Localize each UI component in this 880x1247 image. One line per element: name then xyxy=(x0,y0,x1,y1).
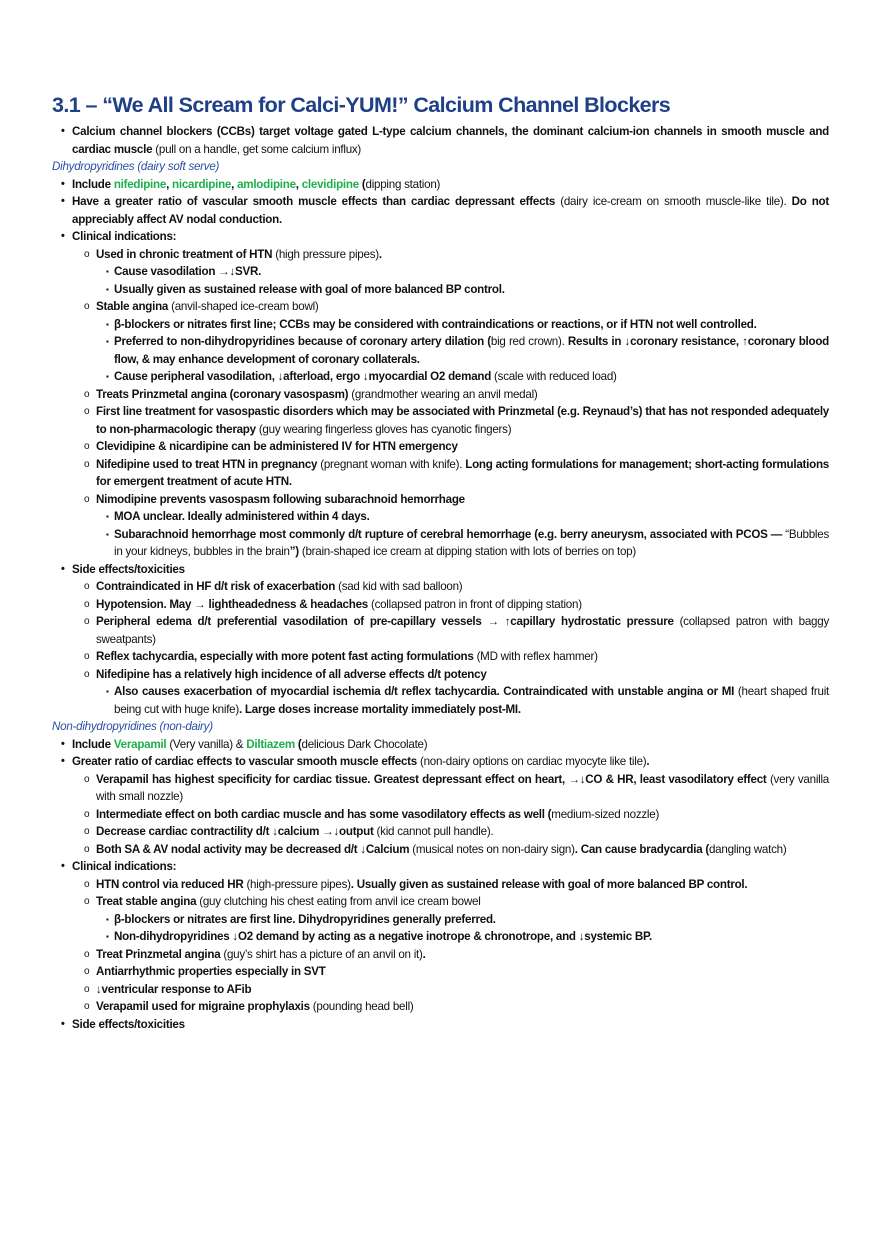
circle-bullet-icon: o xyxy=(84,826,90,837)
circle-bullet-icon: o xyxy=(84,808,90,820)
bold-text: Clinical indications: xyxy=(72,230,177,243)
square-bullet-icon: ▪ xyxy=(106,372,109,381)
bold-text: . xyxy=(646,755,650,768)
list-item xyxy=(52,1016,829,1034)
circle-bullet-icon: o xyxy=(84,878,90,890)
list-item xyxy=(52,176,829,194)
mnemonic-text: (collapsed patron in front of dipping station) xyxy=(367,597,582,611)
list-item xyxy=(52,666,829,684)
drug-name: clevidipine xyxy=(301,177,359,191)
bold-text: Clinical indications: xyxy=(72,860,177,873)
bullet-icon: • xyxy=(61,230,65,242)
square-bullet-icon: ▪ xyxy=(106,267,109,276)
list-item xyxy=(52,491,829,509)
bold-text: First line treatment for vasospastic disorders which may be associated with Prinzmetal (e.g. Reynaud’s) that has not responded adequately to non-pharmacologic therapy xyxy=(96,405,829,436)
list-item xyxy=(52,403,829,438)
mnemonic-text: “Bubbles in your kidneys, bubbles in the brain xyxy=(114,527,829,558)
drug-name: nicardipine xyxy=(172,177,232,191)
list-item xyxy=(52,456,829,491)
list-item xyxy=(52,386,829,404)
bold-text: Clevidipine & nicardipine can be administered IV for HTN emergency xyxy=(96,440,458,453)
circle-bullet-icon: o xyxy=(84,651,90,662)
list-item xyxy=(52,561,829,579)
bold-text: ↓ventricular response to AFib xyxy=(96,982,252,996)
bold-text: Greater ratio of cardiac effects to vascular smooth muscle effects xyxy=(72,755,417,768)
bold-text: Verapamil has highest specificity for cardiac tissue. Greatest depressant effect on heart, →↓CO & HR, least vasodilatory effect xyxy=(96,772,767,786)
bold-text: Hypotension. May → lightheadedness & headaches xyxy=(96,597,368,611)
mnemonic-text: dipping station) xyxy=(365,177,441,191)
circle-bullet-icon: o xyxy=(84,458,90,470)
circle-bullet-icon: o xyxy=(84,493,90,505)
bold-text: Reflex tachycardia, especially with more potent fast acting formulations xyxy=(96,650,474,663)
mnemonic-text: (pounding head bell) xyxy=(309,1000,414,1013)
bold-text: . xyxy=(422,947,426,961)
bold-text: β-blockers or nitrates are first line. Dihydropyridines generally preferred. xyxy=(114,912,496,926)
list-item xyxy=(52,193,829,228)
mnemonic-text: Non-dihydropyridines (non-dairy) xyxy=(52,720,213,733)
square-bullet-icon: ▪ xyxy=(106,687,109,696)
mnemonic-text: (dairy ice-cream on smooth muscle-like tile). xyxy=(555,195,792,208)
bold-text: ( xyxy=(294,737,302,751)
list-item xyxy=(52,228,829,246)
bold-text: , xyxy=(166,177,173,191)
square-bullet-icon: ▪ xyxy=(106,914,109,924)
list-item xyxy=(52,736,829,754)
bold-text: MOA unclear. Ideally administered within 4 days. xyxy=(114,510,370,523)
bold-text: HTN control via reduced HR xyxy=(96,877,244,891)
list-item xyxy=(52,648,829,666)
list-item xyxy=(52,771,829,806)
bold-text: Have a greater ratio of vascular smooth muscle effects than cardiac depressant effects xyxy=(72,195,556,208)
mnemonic-text: Dihydropyridines (dairy soft serve) xyxy=(52,160,220,173)
mnemonic-text: (grandmother wearing an anvil medal) xyxy=(348,387,538,401)
circle-bullet-icon: o xyxy=(84,301,90,312)
list-item xyxy=(52,753,829,771)
bold-text: Verapamil used for migraine prophylaxis xyxy=(96,1000,310,1013)
bold-text: Cause vasodilation →↓SVR. xyxy=(114,265,262,278)
list-item xyxy=(52,508,829,526)
bullet-icon: • xyxy=(61,195,65,207)
list-item xyxy=(52,893,829,911)
bold-text: Contraindicated in HF d/t risk of exacerbation xyxy=(96,580,336,593)
list-item xyxy=(52,596,829,614)
list-item xyxy=(52,963,829,981)
mnemonic-text: (pregnant woman with knife). xyxy=(317,457,466,471)
list-item xyxy=(52,438,829,456)
mnemonic-text: (anvil-shaped ice-cream bowl) xyxy=(168,300,319,313)
square-bullet-icon: ▪ xyxy=(106,319,109,329)
list-item xyxy=(52,876,829,894)
mnemonic-text: (pull on a handle, get some calcium influx) xyxy=(152,142,362,156)
circle-bullet-icon: o xyxy=(84,948,90,960)
bold-text: Side effects/toxicities xyxy=(72,562,185,576)
circle-bullet-icon: o xyxy=(84,668,90,680)
circle-bullet-icon: o xyxy=(84,581,90,592)
list-item xyxy=(52,841,829,859)
mnemonic-text: (brain-shaped ice cream at dipping station with lots of berries on top) xyxy=(298,545,636,558)
mnemonic-text: (high-pressure pipes) xyxy=(243,877,351,891)
circle-bullet-icon: o xyxy=(84,598,90,610)
bold-text: Usually given as sustained release with goal of more balanced BP control. xyxy=(114,282,505,296)
bold-text: Treat stable angina xyxy=(96,895,197,908)
circle-bullet-icon: o xyxy=(84,773,90,785)
bold-text: Decrease cardiac contractility d/t ↓calcium →↓output xyxy=(96,825,374,838)
square-bullet-icon: ▪ xyxy=(106,529,109,539)
circle-bullet-icon: o xyxy=(84,983,90,995)
bold-text: β-blockers or nitrates first line; CCBs may be considered with contraindications or reactions, or if HTN not well controlled. xyxy=(114,317,757,331)
bold-text: ( xyxy=(358,177,366,191)
bold-text: Include xyxy=(72,737,114,751)
section-heading xyxy=(52,158,829,176)
mnemonic-text: (non-dairy options on cardiac myocyte like tile) xyxy=(416,755,647,768)
list-item xyxy=(52,316,829,334)
list-item xyxy=(52,246,829,264)
bold-text: Nifedipine has a relatively high incidence of all adverse effects d/t potency xyxy=(96,667,487,681)
square-bullet-icon: ▪ xyxy=(106,284,109,294)
bold-text: Antiarrhythmic properties especially in SVT xyxy=(96,965,326,978)
list-item xyxy=(52,823,829,841)
bold-text: ”) xyxy=(289,545,299,558)
bold-text: Side effects/toxicities xyxy=(72,1017,185,1031)
list-item xyxy=(52,333,829,368)
list-item xyxy=(52,578,829,596)
bold-text: , xyxy=(231,177,238,191)
bold-text: Do not appreciably affect AV nodal conduction. xyxy=(72,195,829,226)
circle-bullet-icon: o xyxy=(84,616,90,627)
bold-text: Non-dihydropyridines ↓O2 demand by acting as a negative inotrope & chronotrope, and ↓systemic BP. xyxy=(114,930,652,943)
list-item xyxy=(52,981,829,999)
list-item xyxy=(52,613,829,648)
document-page xyxy=(52,92,829,1033)
bold-text: Long acting formulations for management; short-acting formulations for emergent treatment of acute HTN. xyxy=(96,457,829,488)
bullet-icon: • xyxy=(61,177,65,190)
list-item xyxy=(52,263,829,281)
bold-text: Include xyxy=(72,177,114,191)
mnemonic-text: dangling watch) xyxy=(708,842,787,856)
mnemonic-text: (MD with reflex hammer) xyxy=(473,650,598,663)
mnemonic-text: (sad kid with sad balloon) xyxy=(335,580,463,593)
bullet-icon: • xyxy=(61,737,65,750)
mnemonic-text: (Very vanilla) & xyxy=(166,737,247,751)
bullet-icon: • xyxy=(61,125,65,137)
bold-text: Nimodipine prevents vasospasm following subarachnoid hemorrhage xyxy=(96,492,465,506)
square-bullet-icon: ▪ xyxy=(106,337,109,346)
mnemonic-text: (musical notes on non-dairy sign) xyxy=(409,842,575,856)
circle-bullet-icon: o xyxy=(84,388,90,400)
bold-text: Preferred to non-dihydropyridines because of coronary artery dilation ( xyxy=(114,335,491,348)
page-title: 3.1 – “We All Scream for Calci-YUM!” Calcium Channel Blockers xyxy=(52,93,671,117)
drug-name: Verapamil xyxy=(113,737,167,751)
list-item xyxy=(52,998,829,1016)
circle-bullet-icon: o xyxy=(84,966,90,977)
bold-text: Treat Prinzmetal angina xyxy=(96,947,221,961)
document-body xyxy=(52,123,829,1033)
circle-bullet-icon: o xyxy=(84,441,90,452)
bold-text: Results in ↓coronary resistance, ↑coronary blood flow, & may enhance development of coronary collaterals. xyxy=(114,335,829,366)
bold-text: . Usually given as sustained release with goal of more balanced BP control. xyxy=(350,877,748,891)
mnemonic-text: (collapsed patron with baggy sweatpants) xyxy=(96,615,829,646)
drug-name: Diltiazem xyxy=(246,737,295,751)
circle-bullet-icon: o xyxy=(84,1001,90,1012)
bold-text: . Can cause bradycardia ( xyxy=(574,842,709,856)
circle-bullet-icon: o xyxy=(84,896,90,907)
list-item xyxy=(52,683,829,718)
bullet-icon: • xyxy=(61,562,65,575)
mnemonic-text: (high pressure pipes) xyxy=(272,247,379,261)
bold-text: Used in chronic treatment of HTN xyxy=(96,247,273,261)
bold-text: , xyxy=(295,177,302,191)
list-item xyxy=(52,806,829,824)
list-item xyxy=(52,123,829,158)
bold-text: Cause peripheral vasodilation, ↓afterload, ergo ↓myocardial O2 demand xyxy=(114,370,492,383)
list-item xyxy=(52,928,829,946)
square-bullet-icon: ▪ xyxy=(106,512,109,521)
bold-text: Stable angina xyxy=(96,300,169,313)
mnemonic-text: delicious Dark Chocolate) xyxy=(301,737,428,751)
bold-text: Calcium channel blockers (CCBs) target voltage gated L-type calcium channels, the dominant calcium-ion channels in smooth muscle and cardiac muscle xyxy=(72,125,829,156)
mnemonic-text: (heart shaped fruit being cut with huge knife) xyxy=(114,685,829,716)
list-item xyxy=(52,946,829,964)
bold-text: Treats Prinzmetal angina (coronary vasospasm) xyxy=(96,387,349,401)
bullet-icon: • xyxy=(61,860,65,872)
circle-bullet-icon: o xyxy=(84,406,90,417)
drug-name: amlodipine xyxy=(237,177,296,191)
bullet-icon: • xyxy=(61,755,65,767)
bold-text: Nifedipine used to treat HTN in pregnancy xyxy=(96,457,318,471)
mnemonic-text: (very vanilla with small nozzle) xyxy=(96,772,829,803)
square-bullet-icon: ▪ xyxy=(106,932,109,941)
mnemonic-text: (guy wearing fingerless gloves has cyanotic fingers) xyxy=(255,422,512,436)
list-item xyxy=(52,281,829,299)
list-item xyxy=(52,858,829,876)
bold-text: Both SA & AV nodal activity may be decreased d/t ↓Calcium xyxy=(96,842,410,856)
bullet-icon: • xyxy=(61,1017,65,1030)
mnemonic-text: (kid cannot pull handle). xyxy=(373,825,494,838)
mnemonic-text: big red crown). xyxy=(490,335,568,348)
mnemonic-text: (scale with reduced load) xyxy=(491,370,617,383)
list-item xyxy=(52,526,829,561)
mnemonic-text: (guy clutching his chest eating from anvil ice cream bowel xyxy=(196,895,481,908)
circle-bullet-icon: o xyxy=(84,843,90,855)
list-item xyxy=(52,298,829,316)
bold-text: . xyxy=(378,247,382,261)
bold-text: Intermediate effect on both cardiac muscle and has some vasodilatory effects as well ( xyxy=(96,807,552,821)
bold-text: . Large doses increase mortality immediately post-MI. xyxy=(238,702,521,716)
bold-text: Subarachnoid hemorrhage most commonly d/t rupture of cerebral hemorrhage (e.g. berry aneurysm, associated with PCOS — xyxy=(114,527,786,541)
circle-bullet-icon: o xyxy=(84,248,90,260)
drug-name: nifedipine xyxy=(113,177,167,191)
list-item xyxy=(52,368,829,386)
list-item xyxy=(52,911,829,929)
bold-text: Also causes exacerbation of myocardial ischemia d/t reflex tachycardia. Contraindicated with unstable angina or MI xyxy=(114,685,735,698)
mnemonic-text: (guy’s shirt has a picture of an anvil on it) xyxy=(220,947,423,961)
section-heading xyxy=(52,718,829,736)
bold-text: Peripheral edema d/t preferential vasodilation of pre-capillary vessels → ↑capillary hydrostatic pressure xyxy=(96,615,674,628)
mnemonic-text: medium-sized nozzle) xyxy=(551,807,660,821)
